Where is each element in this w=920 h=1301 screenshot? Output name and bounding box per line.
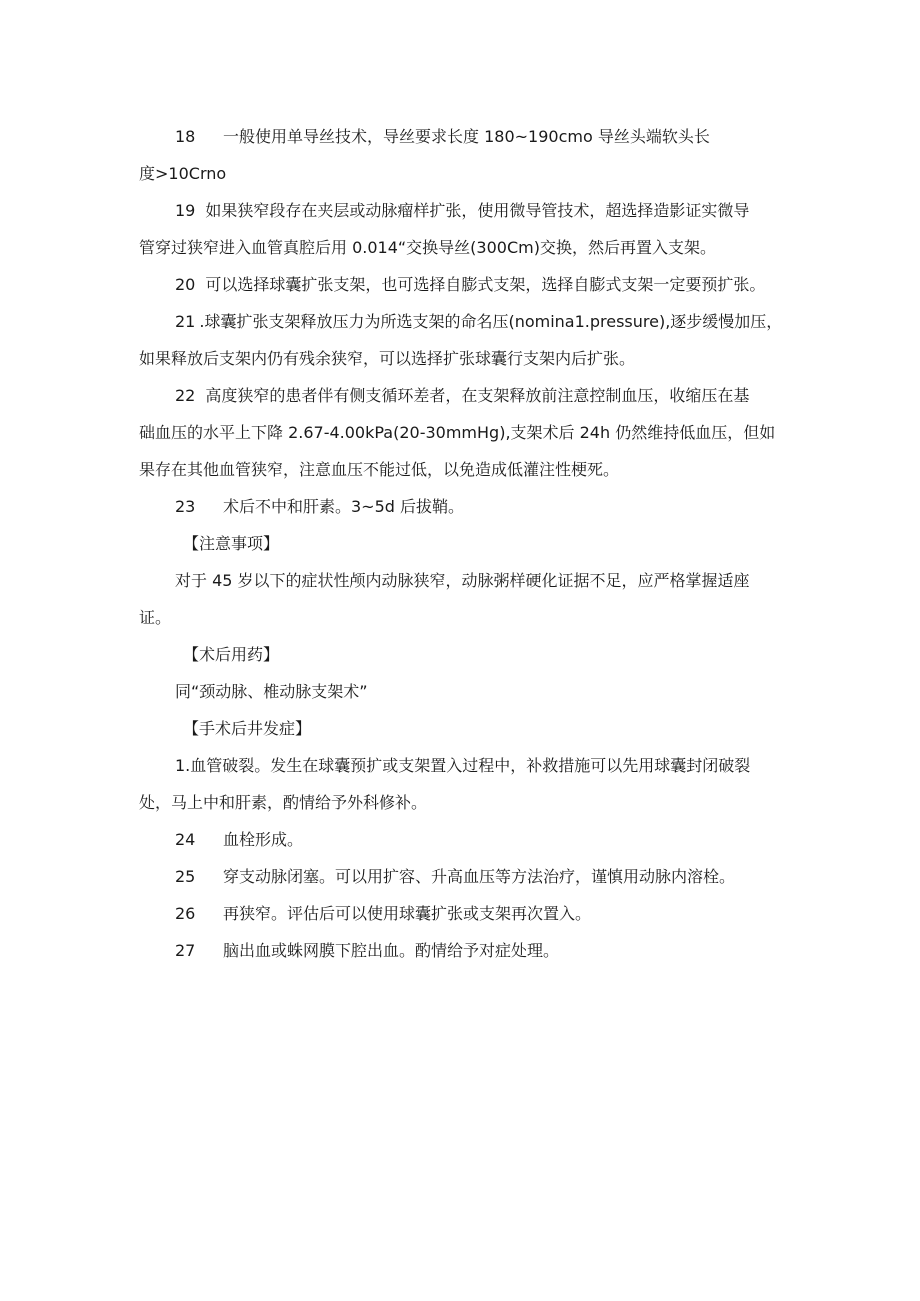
item-19-line-1	[175, 201, 749, 221]
item-text: 一般使用单导丝技术，导丝要求长度 180~190cmo 导丝头端软头长	[223, 127, 710, 146]
item-text: 高度狭窄的患者伴有侧支循环差者，在支架释放前注意控制血压，收缩压在基	[205, 386, 750, 405]
item-number: 20	[175, 275, 196, 294]
postop-meds-heading: 【术后用药】	[183, 645, 280, 664]
item-21-line-1	[175, 312, 782, 332]
item-22-line-3: 果存在其他血管狭窄，注意血压不能过低，以免造成低灌注性梗死。	[139, 460, 620, 479]
item-text: 血栓形成。	[223, 830, 304, 849]
postop-meds-text: 同“颈动脉、椎动脉支架术”	[175, 682, 368, 701]
item-number: 24	[175, 830, 196, 849]
item-text: 再狭窄。评估后可以使用球囊扩张或支架再次置入。	[223, 904, 592, 923]
item-22-line-2: 础血压的水平上下降 2.67-4.00kPa(20-30mmHg),支架术后 24h 仍然维持低血压，但如	[139, 423, 776, 442]
item-number: 19	[175, 201, 196, 220]
complications-heading: 【手术后井发症】	[183, 719, 312, 738]
item-number: 26	[175, 904, 196, 923]
list-item	[175, 904, 591, 924]
item-20-line-1	[175, 275, 765, 295]
item-number: 22	[175, 386, 196, 405]
notes-heading: 【注意事项】	[183, 534, 280, 553]
item-23-line-1	[175, 497, 464, 517]
item-number: 18	[175, 127, 196, 146]
item-text: .球囊扩张支架释放压力为所选支架的命名压(nomina1.pressure),逐步缓慢加压，	[199, 312, 783, 331]
list-item	[175, 867, 735, 887]
item-18-line-1	[175, 127, 710, 147]
complication-1-line-2: 处，马上中和肝素，酌情给予外科修补。	[139, 793, 428, 812]
item-22-line-1	[175, 386, 749, 406]
item-text: 术后不中和肝素。3~5d 后拔鞘。	[223, 497, 465, 516]
item-number: 21	[175, 312, 196, 331]
notes-line-1: 对于 45 岁以下的症状性颅内动脉狭窄，动脉粥样硬化证据不足，应严格掌握适座	[175, 571, 750, 590]
item-text: 脑出血或蛛网膜下腔出血。酌情给予对症处理。	[223, 941, 560, 960]
item-19-line-2: 管穿过狭窄进入血管真腔后用 0.014“交换导丝(300Cm)交换，然后再置入支架。	[139, 238, 716, 257]
item-21-line-2: 如果释放后支架内仍有残余狭窄，可以选择扩张球囊行支架内后扩张。	[139, 349, 636, 368]
list-item	[175, 941, 559, 961]
notes-line-2: 证。	[139, 608, 172, 627]
item-text: 可以选择球囊扩张支架，也可选择自膨式支架，选择自膨式支架一定要预扩张。	[205, 275, 766, 294]
list-item	[175, 830, 303, 850]
item-number: 25	[175, 867, 196, 886]
item-number: 27	[175, 941, 196, 960]
item-number: 23	[175, 497, 196, 516]
complication-1-line-1: 1.血管破裂。发生在球囊预扩或支架置入过程中，补救措施可以先用球囊封闭破裂	[175, 756, 751, 775]
item-text: 穿支动脉闭塞。可以用扩容、升高血压等方法治疗，谨慎用动脉内溶栓。	[223, 867, 736, 886]
item-text: 如果狭窄段存在夹层或动脉瘤样扩张，使用微导管技术，超选择造影证实微导	[205, 201, 750, 220]
item-18-line-2: 度>10Crno	[139, 164, 227, 183]
